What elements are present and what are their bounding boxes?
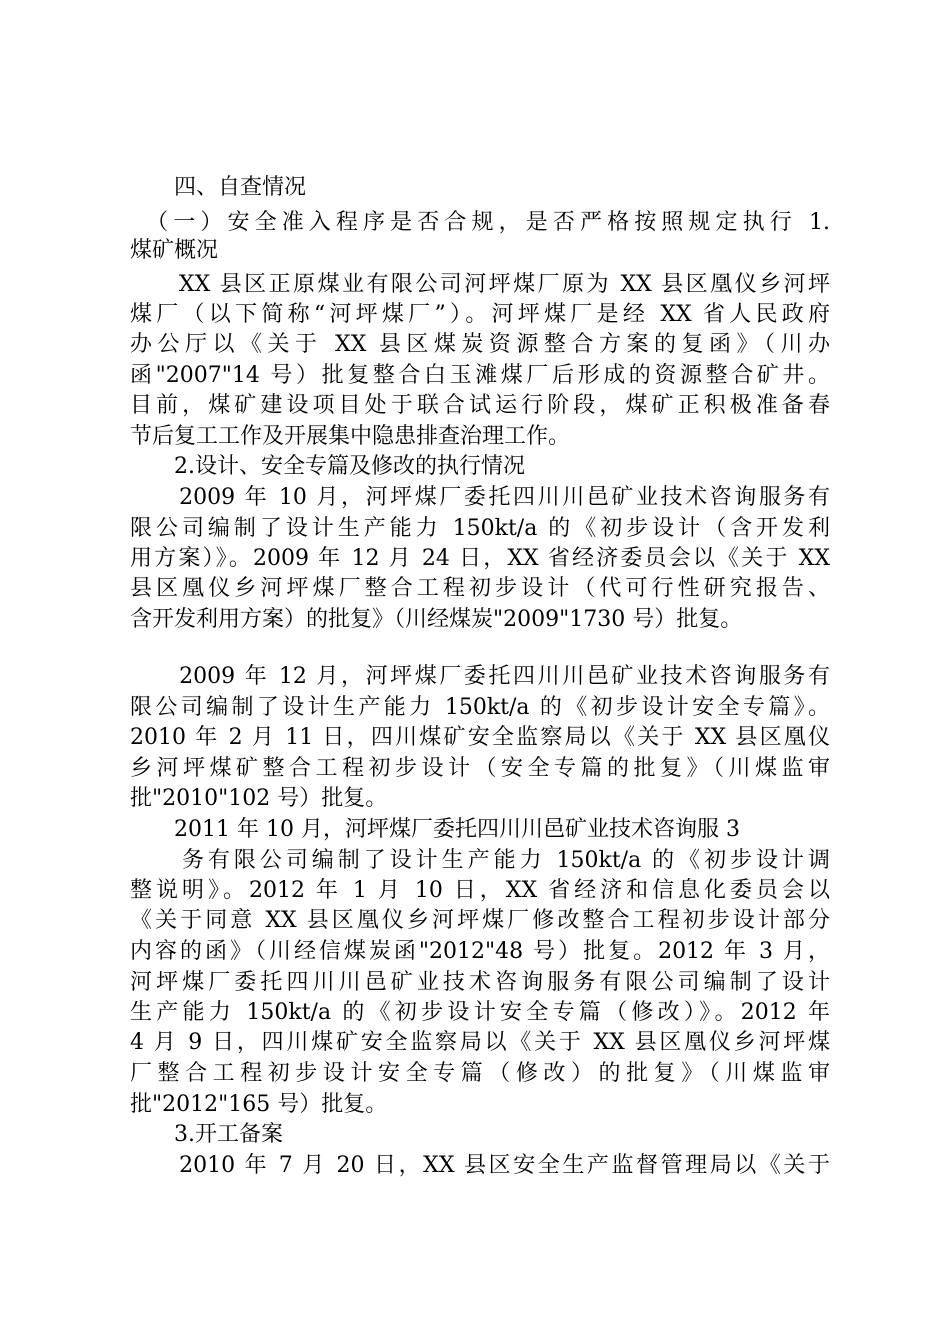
paragraph-line: XX 县区正原煤业有限公司河坪煤厂原为 XX 县区凰仪乡河坪 (130, 272, 830, 297)
paragraph-line: 厂整合工程初步设计安全专篇（修改）的批复》（川煤监审 (130, 1061, 830, 1086)
paragraph-line: 生产能力 150kt/a 的《初步设计安全专篇（修改）》。2012 年 (130, 1000, 830, 1025)
heading-self-inspection: 四、自查情况 (130, 175, 307, 200)
paragraph-line: 2009 年 12 月，河坪煤厂委托四川川邑矿业技术咨询服务有 (130, 664, 830, 689)
paragraph-line: 目前，煤矿建设项目处于联合试运行阶段，煤矿正积极准备春 (130, 393, 830, 418)
paragraph-line: 节后复工工作及开展集中隐患排查治理工作。 (130, 424, 571, 449)
subheading-coal-mine-overview: 煤矿概况 (130, 238, 219, 263)
paragraph-line: 含开发利用方案）的批复》（川经煤炭"2009"1730 号）批复。 (130, 607, 743, 632)
paragraph-line: 2010 年 2 月 11 日，四川煤矿安全监察局以《关于 XX 县区凰仪 (130, 725, 830, 750)
paragraph-line: 函"2007"14 号）批复整合白玉滩煤厂后形成的资源整合矿井。 (130, 363, 830, 388)
paragraph-line: 《关于同意 XX 县区凰仪乡河坪煤厂修改整合工程初步设计部分 (130, 908, 830, 933)
subheading-safety-access: （一）安全准入程序是否合规，是否严格按照规定执行 1. (130, 210, 830, 235)
paragraph-line: 乡河坪煤矿整合工程初步设计（安全专篇的批复》（川煤监审 (130, 756, 830, 781)
paragraph-line: 4 月 9 日，四川煤矿安全监察局以《关于 XX 县区凰仪乡河坪煤 (130, 1030, 830, 1055)
paragraph-line: 批"2010"102 号）批复。 (130, 786, 388, 811)
paragraph-line: 务有限公司编制了设计生产能力 150kt/a 的《初步设计调 (130, 848, 830, 873)
paragraph-line: 2009 年 10 月，河坪煤厂委托四川川邑矿业技术咨询服务有 (130, 485, 830, 510)
paragraph-line: 用方案）》。2009 年 12 月 24 日，XX 省经济委员会以《关于 XX (130, 546, 830, 571)
paragraph-line: 2010 年 7 月 20 日，XX 县区安全生产监督管理局以《关于 (130, 1153, 830, 1178)
paragraph-line: 煤厂（以下简称“河坪煤厂”）。河坪煤厂是经 XX 省人民政府 (130, 302, 830, 327)
paragraph-line: 内容的函》（川经信煤炭函"2012"48 号）批复。2012 年 3 月， (130, 939, 830, 964)
paragraph-line: 限公司编制了设计生产能力 150kt/a 的《初步设计（含开发利 (130, 516, 830, 541)
paragraph-line: 办公厅以《关于 XX 县区煤炭资源整合方案的复函》（川办 (130, 332, 830, 357)
paragraph-line: 河坪煤厂委托四川川邑矿业技术咨询服务有限公司编制了设计 (130, 970, 830, 995)
paragraph-line: 限公司编制了设计生产能力 150kt/a 的《初步设计安全专篇》。 (130, 695, 830, 720)
paragraph-line: 2011 年 10 月，河坪煤厂委托四川川邑矿业技术咨询服 3 (130, 817, 740, 842)
paragraph-line: 县区凰仪乡河坪煤厂整合工程初步设计（代可行性研究报告、 (130, 576, 830, 601)
paragraph-line: 批"2012"165 号）批复。 (130, 1092, 388, 1117)
subheading-design-execution: 2.设计、安全专篇及修改的执行情况 (130, 454, 525, 479)
subheading-commencement-filing: 3.开工备案 (130, 1122, 283, 1147)
paragraph-line: 整说明》。2012 年 1 月 10 日，XX 省经济和信息化委员会以 (130, 878, 830, 903)
